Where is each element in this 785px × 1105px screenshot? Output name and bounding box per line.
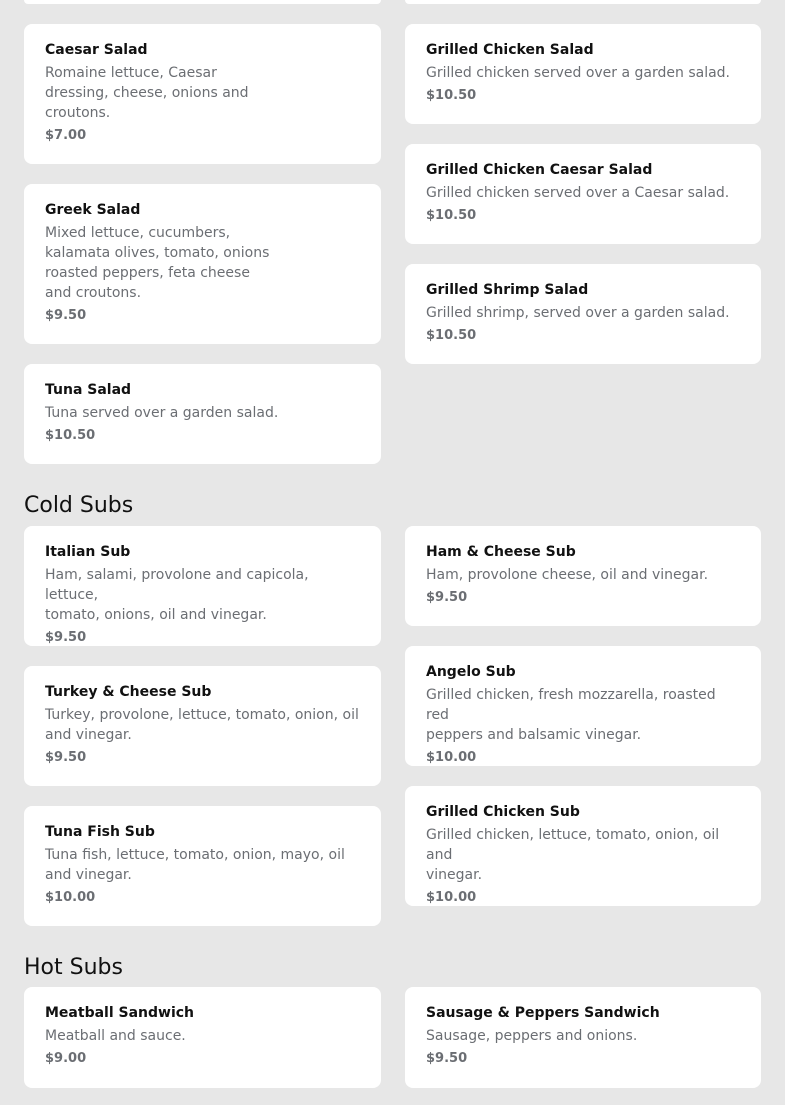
menu-item-card-ham-cheese-sub[interactable] bbox=[405, 526, 761, 626]
menu-item-price: $10.00 bbox=[426, 890, 477, 905]
menu-item-card-angelo-sub[interactable] bbox=[405, 646, 761, 766]
menu-item-name: Meatball Sandwich bbox=[45, 1005, 195, 1021]
menu-item-description: Mixed lettuce, cucumbers, kalamata olives, tomato, onions roasted peppers, feta cheese and croutons. bbox=[45, 225, 270, 301]
menu-item-card-greek-salad[interactable] bbox=[24, 184, 381, 344]
menu-item-name: Caesar Salad bbox=[45, 42, 148, 58]
menu-item-name: Grilled Chicken Salad bbox=[426, 42, 594, 58]
menu-item-card-tuna-salad[interactable] bbox=[24, 364, 381, 464]
menu-item-price: $9.50 bbox=[426, 1051, 468, 1066]
menu-item-description: Grilled chicken served over a Caesar salad. bbox=[426, 185, 730, 201]
menu-item-price: $9.50 bbox=[45, 308, 87, 323]
menu-item-description: Grilled chicken, lettuce, tomato, onion, oil and vinegar. bbox=[426, 827, 720, 883]
menu-item-description: Turkey, provolone, lettuce, tomato, onion, oil and vinegar. bbox=[45, 707, 359, 743]
menu-item-price: $10.50 bbox=[426, 88, 477, 103]
menu-item-card-tuna-fish-sub[interactable] bbox=[24, 806, 381, 926]
menu-item-description: Grilled shrimp, served over a garden salad. bbox=[426, 305, 730, 321]
menu-item-description: Meatball and sauce. bbox=[45, 1028, 186, 1044]
menu-item-name: Turkey & Cheese Sub bbox=[45, 684, 212, 700]
menu-item-price: $9.50 bbox=[45, 630, 87, 645]
menu-item-price: $10.50 bbox=[426, 208, 477, 223]
menu-item-card-meatball-sandwich[interactable] bbox=[24, 987, 381, 1088]
menu-item-description: Grilled chicken, fresh mozzarella, roasted red peppers and balsamic vinegar. bbox=[426, 687, 716, 743]
menu-item-description: Romaine lettuce, Caesar dressing, cheese, onions and croutons. bbox=[45, 65, 249, 121]
menu-item-description: Grilled chicken served over a garden salad. bbox=[426, 65, 731, 81]
menu-item-name: Sausage & Peppers Sandwich bbox=[426, 1005, 660, 1021]
menu-item-price: $7.00 bbox=[45, 128, 87, 143]
menu-item-card-grilled-chicken-caesar-salad[interactable] bbox=[405, 144, 761, 244]
menu-item-name: Grilled Chicken Caesar Salad bbox=[426, 162, 653, 178]
menu-item-name: Greek Salad bbox=[45, 202, 141, 218]
menu-item-card-sausage-peppers-sandwich[interactable] bbox=[405, 987, 761, 1088]
menu-item-card-grilled-chicken-salad[interactable] bbox=[405, 24, 761, 124]
section-title-hot-subs: Hot Subs bbox=[24, 955, 123, 980]
menu-item-description: Sausage, peppers and onions. bbox=[426, 1028, 638, 1044]
menu-item-card-turkey-cheese-sub[interactable] bbox=[24, 666, 381, 786]
menu-item-description: Tuna served over a garden salad. bbox=[45, 405, 279, 421]
menu-item-price: $10.00 bbox=[45, 890, 96, 905]
menu-item-price: $9.50 bbox=[426, 590, 468, 605]
menu-item-name: Angelo Sub bbox=[426, 664, 516, 680]
menu-item-card-grilled-shrimp-salad[interactable] bbox=[405, 264, 761, 364]
menu-item-price: $9.50 bbox=[45, 750, 87, 765]
menu-item-name: Grilled Chicken Sub bbox=[426, 804, 580, 820]
menu-item-name: Grilled Shrimp Salad bbox=[426, 282, 589, 298]
menu-item-description: Ham, provolone cheese, oil and vinegar. bbox=[426, 567, 709, 583]
menu-item-name: Ham & Cheese Sub bbox=[426, 544, 576, 560]
menu-item-name: Italian Sub bbox=[45, 544, 131, 560]
menu-item-price: $10.00 bbox=[426, 750, 477, 765]
menu-item-name: Tuna Salad bbox=[45, 382, 132, 398]
menu-item-description: Ham, salami, provolone and capicola, lettuce, tomato, onions, oil and vinegar. bbox=[45, 567, 309, 623]
menu-item-name: Tuna Fish Sub bbox=[45, 824, 155, 840]
menu-item-card-grilled-chicken-sub[interactable] bbox=[405, 786, 761, 906]
menu-item-description: Tuna fish, lettuce, tomato, onion, mayo, oil and vinegar. bbox=[45, 847, 345, 883]
menu-item-price: $10.50 bbox=[426, 328, 477, 343]
menu-item-card-italian-sub[interactable] bbox=[24, 526, 381, 646]
section-title-cold-subs: Cold Subs bbox=[24, 493, 134, 518]
menu-item-price: $9.00 bbox=[45, 1051, 87, 1066]
menu-item-card-partial[interactable] bbox=[24, 0, 381, 4]
menu-item-card-partial[interactable] bbox=[405, 0, 761, 4]
menu-item-card-caesar-salad[interactable] bbox=[24, 24, 381, 164]
menu-item-price: $10.50 bbox=[45, 428, 96, 443]
